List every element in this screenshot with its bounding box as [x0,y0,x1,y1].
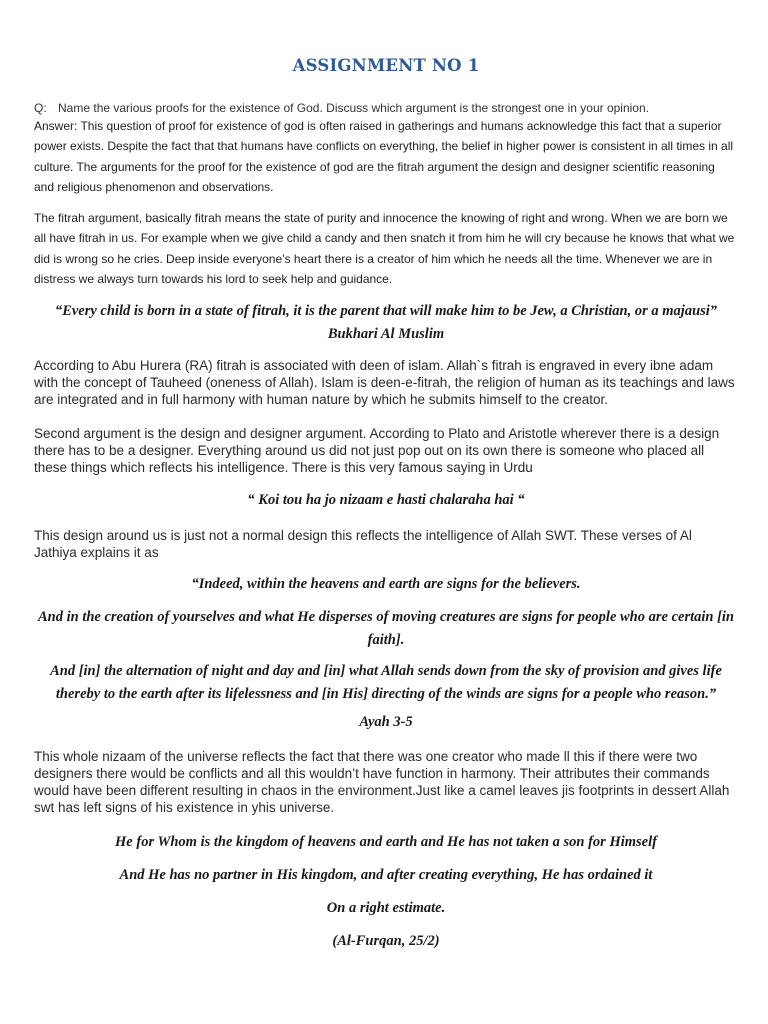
verse-1: “Indeed, within the heavens and earth are signs for the believers. [191,576,581,592]
verse-2: And in the creation of yourselves and what He disperses of moving creatures are signs for people who are certain [in faith]. [37,609,734,648]
hadith-source: Bukhari Al Muslim [327,325,445,342]
jathiya-paragraph: This design around us is just not a normal design this reflects the intelligence of Allah SWT. These verses of Al Jathiya explains it as [34,528,692,560]
furqan-line-2: And He has no partner in His kingdom, and after creating everything, He has ordained it [119,867,653,883]
abu-hurera-paragraph: According to Abu Hurera (RA) fitrah is associated with deen of islam. Allah`s fitrah is engraved in every ibne adam with the concept of Tauheed (oneness of Allah). Islam is deen-e-fitrah, the religion of human as its teachings and laws are integrated and in full harmony with human nature by which he submits himself to the creator. [34,358,735,407]
hadith-quote-text: “Every child is born in a state of fitrah, it is the parent that will make him to be Jew, a Christian, or a majausi” [54,303,718,319]
fitrah-paragraph: The fitrah argument, basically fitrah means the state of purity and innocence the knowing of right and wrong. When we are born we all have fitrah in us. For example when we give child a candy and then snatch it from him he will cry because he knows that what we did is wrong so he cries. Deep inside everyone’s heart there is a creator of him which he needs all the time. Whenever we are in distress we always turn towards his lord to seek help and guidance. [34,211,735,286]
urdu-saying: “ Koi tou ha jo nizaam e hasti chalaraha hai “ [247,492,525,508]
hadith-quote [34,300,738,345]
question [34,101,738,115]
furqan-line-3: On a right estimate. [326,900,446,916]
furqan-reference: (Al-Furqan, 25/2) [332,933,440,949]
furqan-line-1: He for Whom is the kingdom of heavens and earth and He has not taken a son for Himself [115,834,657,850]
ayah-reference: Ayah 3-5 [359,714,413,730]
verse-3: And [in] the alternation of night and day and [in] what Allah sends down from the sky of provision and gives life thereby to the earth after its lifelessness and [in His] directing of the winds are signs for a people who reason.” [50,663,722,702]
nizaam-paragraph: This whole nizaam of the universe reflects the fact that there was one creator who made ll this if there were two designers there would be conflicts and all this wouldn’t have function in harmony. Their attributes their commands would have been different resulting in chaos in the environment.Just like a camel leaves jis footprints in dessert Allah swt has left signs of his existence in yhis universe. [34,749,730,815]
design-paragraph: Second argument is the design and designer argument. According to Plato and Aristotle wherever there is a design there has to be a designer. Everything around us did not just pop out on its own there is someone who placed all these things which reflects his intelligence. There is this very famous saying in Urdu [34,426,720,475]
question-text: Name the various proofs for the existence of God. Discuss which argument is the strongest one in your opinion. [58,101,649,115]
question-label: Q: [34,101,47,115]
answer-paragraph: Answer: This question of proof for existence of god is often raised in gatherings and humans acknowledge this fact that a superior power exists. Despite the fact that that humans have conflicts on everything, the belief in higher power is consistent in all times in all culture. The arguments for the proof for the existence of god are the fitrah argument the design and designer scientific reasoning and religious phenomenon and observations. [34,119,734,194]
page-title: ASSIGNMENT NO 1 [292,56,480,75]
